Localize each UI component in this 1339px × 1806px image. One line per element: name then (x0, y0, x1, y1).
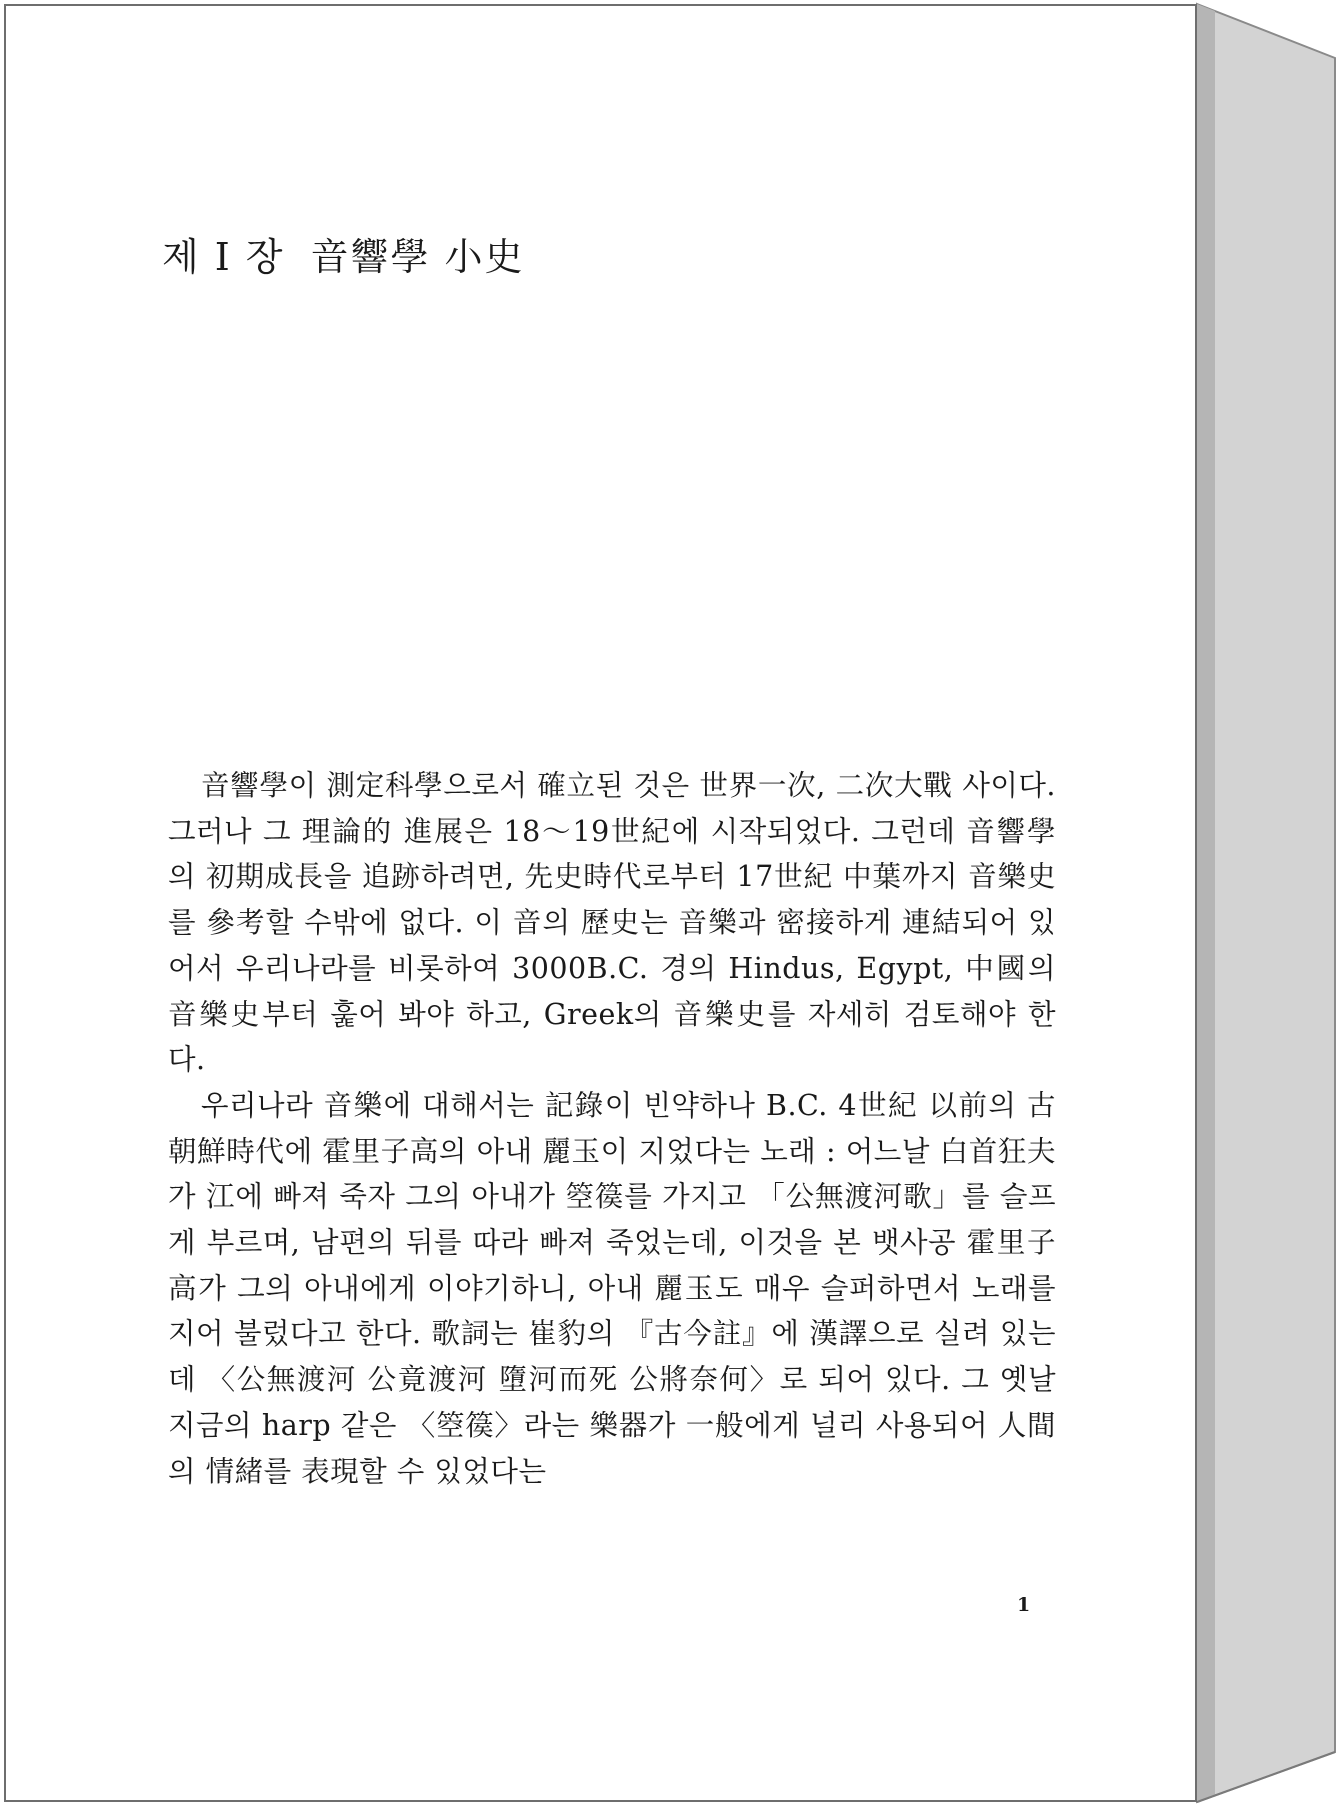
book-side-edge (1197, 4, 1335, 1802)
paragraph-1: 音響學이 測定科學으로서 確立된 것은 世界一次, 二次大戰 사이다. 그러나 그 理論的 進展은 18～19世紀에 시작되었다. 그런데 音響學의 初期成長을 追跡하려면, 先史時代로부터 17世紀 中葉까지 音樂史를 參考할 수밖에 없다. 이 音의 歷史는 音樂과 密接하게 連結되어 있어서 우리나라를 비롯하여 3000B.C. 경의 Hindus, Egypt, 中國의 音樂史부터 훑어 봐야 하고, Greek의 音樂史를 자세히 검토해야 한다. (168, 769, 1056, 1077)
document-page (4, 4, 1197, 1802)
chapter-number: Ⅰ (214, 235, 232, 279)
chapter-title-text: 音響學 小史 (310, 235, 525, 279)
book-side-edge-shade (1197, 4, 1215, 1802)
chapter-label-prefix: 제 (162, 235, 201, 279)
body-text (168, 763, 1056, 1494)
chapter-label-suffix: 장 (245, 235, 285, 279)
chapter-heading (162, 226, 525, 281)
page-number: 1 (1017, 1594, 1031, 1616)
paragraph-2: 우리나라 音樂에 대해서는 記錄이 빈약하나 B.C. 4世紀 以前의 古朝鮮時代에 霍里子高의 아내 麗玉이 지었다는 노래 : 어느날 白首狂夫가 江에 빠져 죽자 그의 아내가 箜篌를 가지고 「公無渡河歌」를 슬프게 부르며, 남편의 뒤를 따라 빠져 죽었는데, 이것을 본 뱃사공 霍里子高가 그의 아내에게 이야기하니, 아내 麗玉도 매우 슬퍼하면서 노래를 지어 불렀다고 한다. 歌詞는 崔豹의 『古今註』에 漢譯으로 실려 있는데 〈公無渡河 公竟渡河 墮河而死 公將奈何〉로 되어 있다. 그 옛날 지금의 harp 같은 〈箜篌〉라는 樂器가 一般에게 널리 사용되어 人間의 情緒를 表現할 수 있었다는 (168, 1088, 1056, 1488)
